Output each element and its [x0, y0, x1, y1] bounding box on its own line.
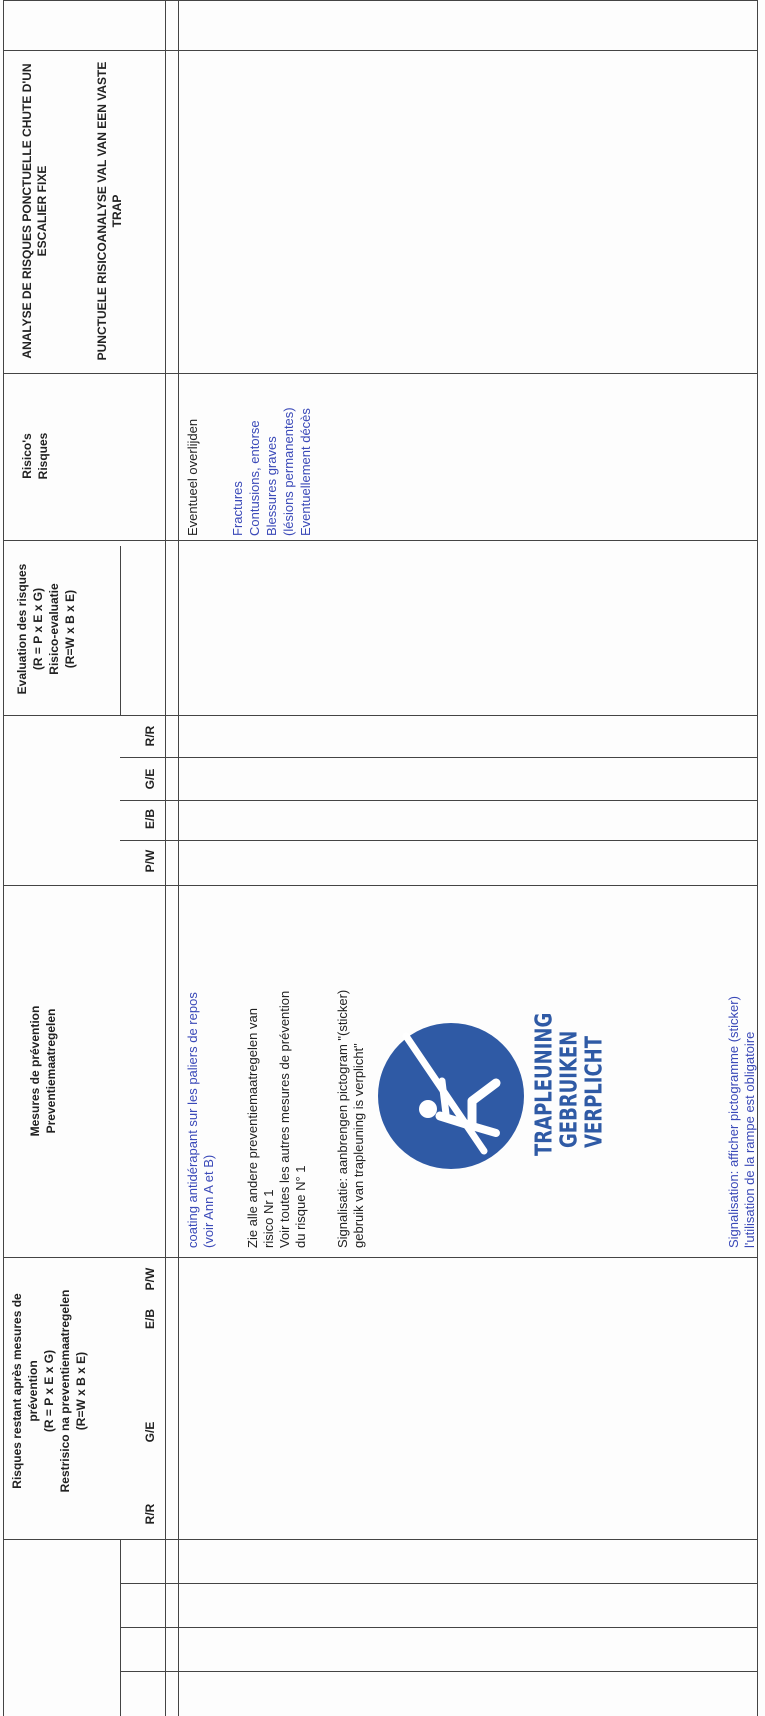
- measure-coating-2: (voir Ann A et B): [201, 1154, 216, 1248]
- residual-col-pw: P/W: [143, 1267, 157, 1291]
- col-border: [3, 715, 758, 716]
- col-border: [3, 373, 758, 374]
- pictogram-text-1: TRAPLEUNING: [530, 1012, 558, 1156]
- col-border: [3, 0, 758, 1]
- measure-nl-other-2: risico Nr 1: [261, 1189, 276, 1248]
- risks-header-fr: Risques: [36, 432, 50, 480]
- analysis-title-fr: ANALYSE DE RISQUES PONCTUELLE CHUTE D'UN ESCALIER FIXE: [20, 63, 49, 359]
- residual-sub-header-line: [120, 1540, 121, 1716]
- risk-fr-5: Eventuellement décès: [298, 408, 313, 536]
- col-border: [120, 800, 758, 801]
- col-border: [120, 1671, 758, 1672]
- col-border: [3, 885, 758, 886]
- measures-header-nl: Preventiemaatregelen: [44, 1008, 58, 1134]
- measure-sign-nl-1: Signalisatie: aanbrengen pictogram "(sticker): [335, 989, 350, 1248]
- measure-sign-fr-1: Signalisation: afficher pictogramme (sticker): [726, 996, 741, 1248]
- col-border: [120, 757, 758, 758]
- handrail-mandatory-pictogram: [376, 1021, 526, 1171]
- col-border: [3, 1257, 758, 1258]
- risk-nl: Eventueel overlijden: [185, 418, 200, 536]
- risk-fr-3: Blessures graves: [264, 436, 279, 536]
- risk-fr-4: (lésions permanentes): [281, 407, 296, 536]
- eval-header-line1: Evaluation des risques: [15, 563, 29, 695]
- eval-header-line2: (R = P x E x G): [31, 587, 45, 671]
- measure-nl-other-1: Zie alle andere preventiemaatregelen van: [245, 1008, 260, 1248]
- table-border-top: [3, 0, 4, 1716]
- sub-header-separator: [165, 0, 166, 1716]
- col-border: [120, 1627, 758, 1628]
- col-border: [3, 1539, 758, 1540]
- pictogram-text-2: GEBRUIKEN: [555, 1030, 583, 1148]
- residual-col-rr: R/R: [143, 1503, 157, 1525]
- risk-fr-1: Fractures: [230, 481, 245, 536]
- residual-header-line1: Risques restant après mesures de: [10, 1293, 24, 1489]
- measure-sign-nl-2: gebruik van trapleuning is verplicht": [351, 1043, 366, 1248]
- measure-sign-fr-2: l'utilisation de la rampe est obligatoire: [742, 1031, 757, 1248]
- risk-fr-2: Contusions, entorse: [247, 420, 262, 536]
- measures-header-fr: Mesures de prévention: [28, 1005, 42, 1137]
- residual-header-line2: prévention: [26, 1360, 40, 1422]
- residual-header-line3: (R = P x E x G): [42, 1349, 56, 1433]
- col-border: [120, 1583, 758, 1584]
- header-bottom-border: [178, 0, 179, 1716]
- measure-coating-1: coating antidérapant sur les paliers de repos: [185, 992, 200, 1248]
- col-border: [3, 50, 758, 51]
- measure-fr-other-2: du risque N° 1: [293, 1165, 308, 1248]
- residual-col-ge: G/E: [143, 1421, 157, 1443]
- analysis-title-nl: PUNCTUELE RISICOANALYSE VAL VAN EEN VASTE TRAP: [95, 61, 124, 361]
- table-border-bottom: [757, 0, 758, 1716]
- measure-fr-other-1: Voir toutes les autres mesures de prévention: [277, 990, 292, 1248]
- col-border: [3, 540, 758, 541]
- eval-col-eb: E/B: [143, 809, 157, 830]
- pictogram-text-3: VERPLICHT: [580, 1036, 608, 1148]
- eval-header-line3: Risico-evaluatie: [47, 583, 61, 675]
- residual-header-line5: (R=W x B x E): [74, 1351, 88, 1431]
- eval-col-rr: R/R: [143, 725, 157, 747]
- eval-col-pw: P/W: [143, 849, 157, 873]
- residual-header-line4: Restrisico na preventiemaatregelen: [58, 1289, 72, 1493]
- eval-col-ge: G/E: [143, 768, 157, 790]
- residual-col-eb: E/B: [143, 1309, 157, 1330]
- col-border: [120, 840, 758, 841]
- eval-sub-header-line: [120, 546, 121, 716]
- risks-header-nl: Risico's: [20, 433, 34, 479]
- eval-header-line4: (R=W x B x E): [63, 589, 77, 669]
